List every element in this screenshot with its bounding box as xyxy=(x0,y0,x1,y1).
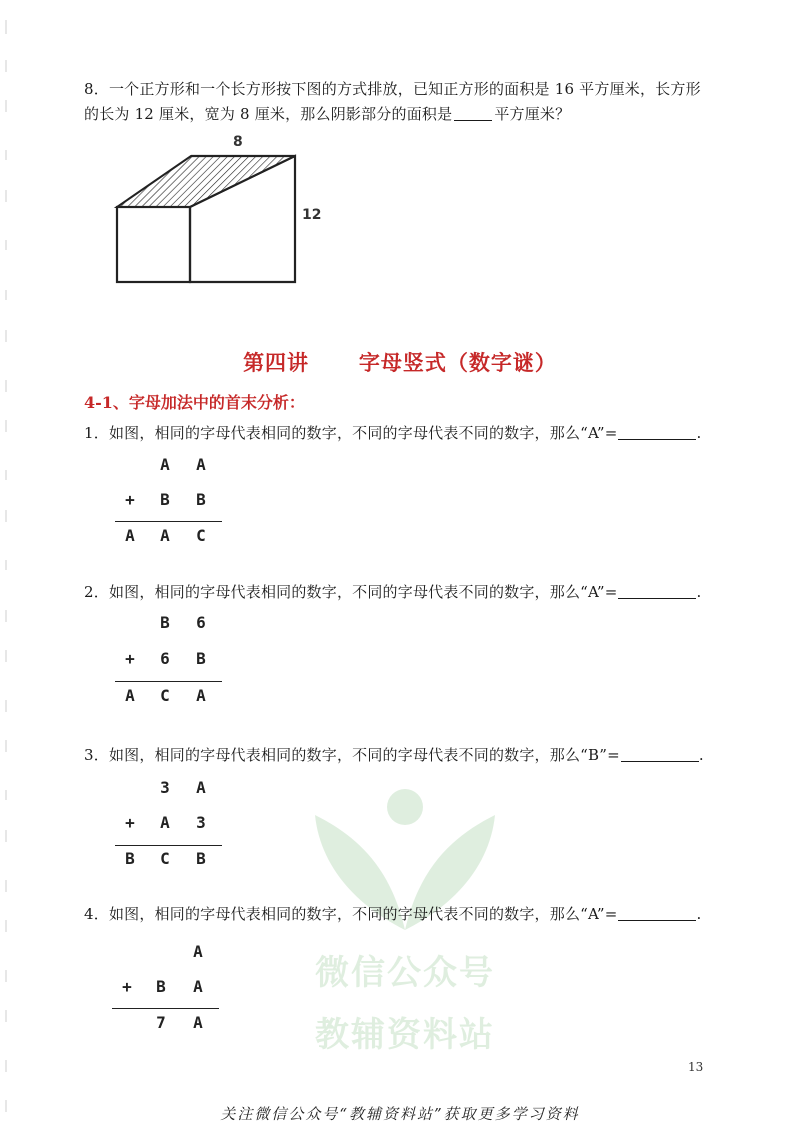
puzzle-mid-cell: B xyxy=(156,977,166,996)
puzzle-sum-line xyxy=(112,1008,219,1009)
puzzle-result-cell: 7 xyxy=(156,1013,166,1032)
puzzle-top-cell: 3 xyxy=(160,778,170,797)
problem-1-end: . xyxy=(696,424,702,442)
puzzle-top-cell: 6 xyxy=(196,613,206,632)
puzzle-sum-line xyxy=(115,845,222,846)
problem-3-question: 3．如图，相同的字母代表相同的数字，不同的字母代表不同的数字，那么“B”= xyxy=(84,746,620,764)
puzzle-plus-sign: + xyxy=(125,649,135,668)
figure-label-width: 8 xyxy=(233,134,243,150)
problem-4-end: . xyxy=(696,905,702,923)
puzzle-sum-line xyxy=(115,681,222,682)
square-shape xyxy=(117,207,190,282)
puzzle-result-cell: A xyxy=(160,526,170,545)
puzzle-result-cell: C xyxy=(160,849,170,868)
puzzle-result-cell: A xyxy=(125,686,135,705)
puzzle-result-cell: A xyxy=(196,686,206,705)
puzzle-result-cell: C xyxy=(196,526,206,545)
puzzle-mid-cell: B xyxy=(196,649,206,668)
puzzle-plus-sign: + xyxy=(125,813,135,832)
puzzle-sum-line xyxy=(115,521,222,522)
puzzle-top-cell: A xyxy=(160,455,170,474)
problem-2-question: 2．如图，相同的字母代表相同的数字，不同的字母代表不同的数字，那么“A”= xyxy=(84,583,618,601)
puzzle-mid-cell: 3 xyxy=(196,813,206,832)
puzzle-top-cell: A xyxy=(196,455,206,474)
puzzle-mid-cell: 6 xyxy=(160,649,170,668)
answer-blank[interactable] xyxy=(621,746,699,762)
footer-promo: 关注微信公众号“教辅资料站”获取更多学习资料 xyxy=(220,1105,580,1123)
page-number: 13 xyxy=(688,1060,704,1074)
puzzle-top-cell: A xyxy=(193,942,203,961)
watermark-line-1: 微信公众号 xyxy=(315,953,495,993)
puzzle-top-cell: A xyxy=(196,778,206,797)
puzzle-mid-cell: B xyxy=(160,490,170,509)
problem-2-text xyxy=(84,580,701,605)
figure-label-height: 12 xyxy=(302,207,322,223)
page-edge-marks xyxy=(0,0,18,1131)
puzzle-mid-cell: A xyxy=(160,813,170,832)
puzzle-mid-cell: A xyxy=(193,977,203,996)
problem-1-text xyxy=(84,421,701,446)
problem-2-end: . xyxy=(696,583,702,601)
puzzle-plus-sign: + xyxy=(122,977,132,996)
section-title: 4-1、字母加法中的首末分析： xyxy=(84,393,305,412)
problem-8-text xyxy=(84,77,714,127)
problem-3-text xyxy=(84,743,704,768)
puzzle-result-cell: A xyxy=(193,1013,203,1032)
problem-4-question: 4．如图，相同的字母代表相同的数字，不同的字母代表不同的数字，那么“A”= xyxy=(84,905,618,923)
answer-blank[interactable] xyxy=(454,105,492,121)
puzzle-mid-cell: B xyxy=(196,490,206,509)
problem-3-end: . xyxy=(698,746,704,764)
puzzle-plus-sign: + xyxy=(125,490,135,509)
puzzle-top-cell: B xyxy=(160,613,170,632)
puzzle-result-cell: B xyxy=(125,849,135,868)
lecture-title: 第四讲 字母竖式（数字谜） xyxy=(243,350,557,375)
problem-1-question: 1．如图，相同的字母代表相同的数字，不同的字母代表不同的数字，那么“A”= xyxy=(84,424,618,442)
answer-blank[interactable] xyxy=(618,905,696,921)
puzzle-result-cell: C xyxy=(160,686,170,705)
answer-blank[interactable] xyxy=(618,424,696,440)
puzzle-result-cell: A xyxy=(125,526,135,545)
answer-blank[interactable] xyxy=(618,583,696,599)
problem-8-question: 8．一个正方形和一个长方形按下图的方式排放，已知正方形的面积是 16 平方厘米，长方形的长为 12 厘米，宽为 8 厘米，那么阴影部分的面积是 xyxy=(84,80,701,123)
puzzle-result-cell: B xyxy=(196,849,206,868)
problem-8-suffix: 平方厘米？ xyxy=(494,105,571,123)
problem-4-text xyxy=(84,902,701,927)
watermark-line-2: 教辅资料站 xyxy=(315,1015,495,1055)
